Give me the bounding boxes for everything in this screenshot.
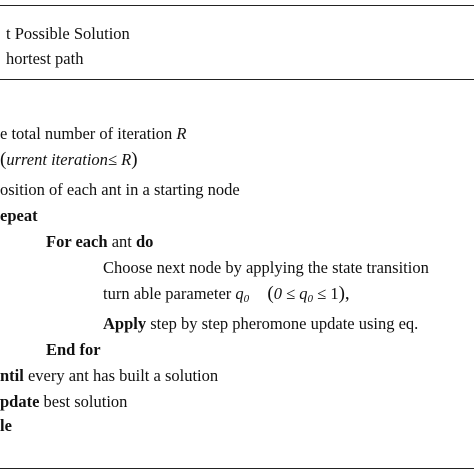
top-rule — [0, 5, 474, 6]
apply-keyword: Apply — [103, 314, 147, 333]
range-paren-close: ), — [338, 283, 350, 304]
range-start: 0 ≤ — [273, 284, 300, 303]
algo-line-5 — [46, 232, 153, 252]
header-rule — [0, 79, 474, 80]
param-q: q — [235, 284, 244, 303]
algo-line-7 — [103, 284, 350, 309]
algo-line-9 — [46, 340, 101, 360]
do-keyword: do — [135, 232, 154, 251]
repeat-keyword: epeat — [0, 206, 38, 225]
line-8-text: step by step pheromone update using eq. — [146, 314, 419, 333]
output-line — [6, 24, 130, 44]
for-each-keyword: For each — [46, 232, 108, 251]
line-3-text: osition of each ant in a starting node — [0, 180, 240, 199]
line-6-text: Choose next node by applying the state transition — [103, 258, 429, 277]
line-2-text: urrent iteration — [6, 150, 108, 169]
range-q-sub: 0 — [307, 293, 314, 305]
algo-line-1 — [0, 124, 187, 144]
until-keyword: ntil — [0, 366, 24, 385]
output-sub-text: hortest path — [6, 49, 84, 68]
algo-line-6 — [103, 258, 429, 278]
algo-line-2 — [0, 150, 138, 170]
paren-close: ) — [131, 149, 138, 170]
line-2-condition: ≤ R — [107, 150, 132, 169]
paren-open: ( — [0, 149, 7, 170]
algo-line-12 — [0, 416, 12, 436]
algo-line-11 — [0, 392, 127, 412]
algo-line-4 — [0, 206, 38, 226]
update-keyword: pdate — [0, 392, 40, 411]
bottom-rule — [0, 468, 474, 469]
algo-line-8 — [103, 314, 418, 334]
end-while-keyword: le — [0, 416, 12, 435]
algo-line-3 — [0, 180, 240, 200]
range-paren-open: ( — [267, 283, 274, 304]
line-10-text: every ant has built a solution — [23, 366, 219, 385]
range-q: q — [299, 284, 308, 303]
line-5-text: ant — [107, 232, 136, 251]
line-1-text: e total number of iteration — [0, 124, 177, 143]
algo-line-10 — [0, 366, 218, 386]
var-r: R — [176, 124, 187, 143]
end-for-keyword: End for — [46, 340, 101, 359]
output-sub-line — [6, 49, 83, 69]
param-q-sub: 0 — [243, 293, 250, 305]
line-11-text: best solution — [39, 392, 128, 411]
output-text: t Possible Solution — [6, 24, 130, 43]
line-7-text: turn able parameter — [103, 284, 236, 303]
range-end: ≤ 1 — [313, 284, 339, 303]
